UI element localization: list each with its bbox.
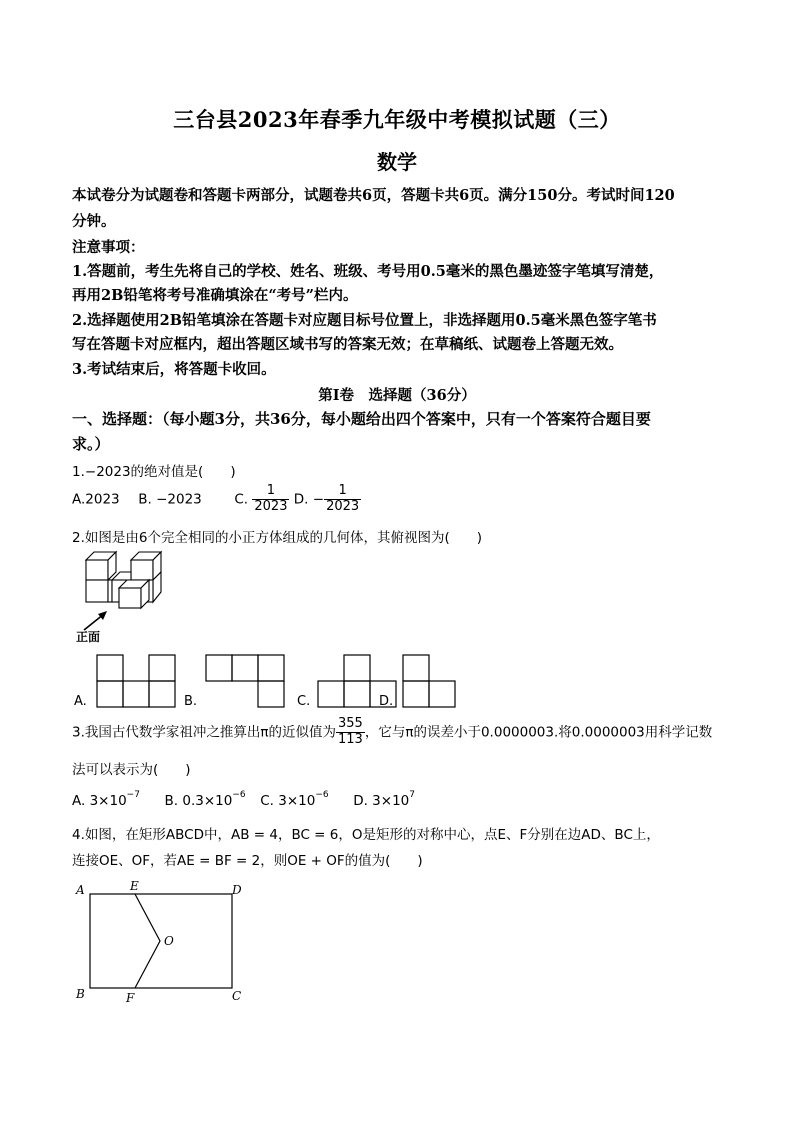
intro-line-2: 分钟。 — [72, 213, 116, 230]
q3-denominator: 113 — [338, 731, 363, 747]
q4-rectangle-figure — [72, 878, 252, 1008]
label-f: F — [126, 991, 135, 1005]
q1-c-denominator: 2023 — [254, 498, 288, 514]
q1-stem: 1.−2023的绝对值是( ) — [72, 464, 236, 480]
notice-1a: 1.答题前，考生先将自己的学校、姓名、班级、考号用0.5毫米的黑色墨迹签字笔填写清楚， — [72, 263, 664, 280]
q1-d-numerator: 1 — [324, 484, 361, 500]
q3-option-c: C. $3\times 10^{-6}$ — [260, 790, 329, 809]
q3-line-1 — [72, 717, 712, 748]
section-title: 第Ⅰ卷 选择题（36分） — [318, 387, 476, 404]
q1-d-denominator: 2023 — [326, 498, 360, 514]
label-b: B — [76, 987, 85, 1001]
label-e: E — [130, 879, 139, 893]
q1-option-c-fraction — [252, 484, 289, 515]
q1-options — [72, 484, 361, 515]
q3-numerator: 355 — [338, 716, 363, 731]
q2-stem: 2.如图是由6个完全相同的小正方体组成的几何体，其俯视图为( ) — [72, 530, 483, 546]
q4-line-1: 4.如图，在矩形ABCD中，AB = 4，BC = 6，O是矩形的对称中心，点E、F分别在边AD、BC上， — [72, 827, 660, 843]
notice-heading: 注意事项： — [72, 239, 145, 256]
label-o: O — [164, 934, 174, 948]
q3-fraction — [336, 717, 365, 748]
notice-2b: 写在答题卡对应框内，超出答题区域书写的答案无效；在草稿纸、试题卷上答题无效。 — [72, 336, 623, 353]
q2-option-b-view — [205, 654, 287, 708]
q3-option-b: B. $0.3\times 10^{-6}$ — [164, 790, 246, 809]
notice-1b: 再用2B铅笔将考号准确填涂在“考号”栏内。 — [72, 287, 358, 304]
q2-option-d-label: D. — [379, 694, 394, 709]
q3-options — [72, 790, 415, 809]
q1-option-a: A.2023 — [72, 491, 120, 508]
q3-stem-b: ，它与π的误差小于0.0000003.将0.0000003用科学记数 — [364, 724, 713, 741]
q2-option-c-label: C. — [297, 694, 311, 709]
q2-option-d-view — [402, 654, 458, 708]
q3-stem-a: 3.我国古代数学家祖冲之推算出π的近似值为 — [72, 724, 337, 741]
notice-2a: 2.选择题使用2B铅笔填涂在答题卡对应题目标号位置上，非选择题用0.5毫米黑色签字笔书 — [72, 312, 657, 329]
q2-front-label: 正面 — [76, 630, 101, 644]
q1-option-c-prefix: C. — [234, 491, 249, 508]
q1-option-b: B. −2023 — [138, 491, 202, 508]
segment-eo-of — [135, 894, 160, 988]
q3-option-a: A. $3\times 10^{-7}$ — [72, 790, 140, 809]
section-heading-a: 一、选择题：（每小题3分，共36分，每小题给出四个答案中，只有一个答案符合题目要 — [72, 410, 651, 428]
q2-option-b-label: B. — [184, 694, 198, 709]
q1-c-numerator: 1 — [252, 484, 289, 500]
q3-stem-c: 法可以表示为( ) — [72, 762, 191, 778]
label-a: A — [76, 883, 85, 897]
q3-option-d: D. $3\times 10^7$ — [353, 790, 415, 809]
intro-line-1: 本试卷分为试题卷和答题卡两部分，试题卷共6页，答题卡共6页。满分150分。考试时间120 — [72, 187, 675, 204]
label-d: D — [232, 883, 242, 897]
subject-title: 数学 — [377, 150, 417, 174]
section-heading-b: 求。） — [72, 435, 110, 453]
rectangle-abcd — [90, 894, 232, 988]
notice-3: 3.考试结束后，将答题卡收回。 — [72, 361, 276, 378]
q1-option-d-prefix: D. − — [293, 491, 325, 508]
q2-solid-figure — [76, 548, 166, 618]
q2-option-a-label: A. — [74, 694, 87, 709]
q4-line-2: 连接OE、OF，若AE = BF = 2，则OE + OF的值为( ) — [72, 853, 423, 869]
q2-option-a-view — [96, 654, 178, 708]
page-title: 三台县2023年春季九年级中考模拟试题（三） — [173, 107, 621, 132]
q1-option-d-fraction — [324, 484, 361, 515]
label-c: C — [232, 989, 242, 1003]
